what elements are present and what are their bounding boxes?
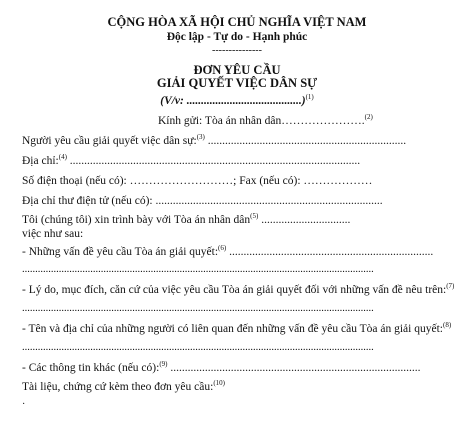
subject-text: (V/v: ........................................) [160,95,306,107]
address-note: (4) [58,153,67,162]
other-note: (9) [159,360,168,369]
address-line [22,154,360,168]
related-dots-line: ...................................................................................................................................... [22,342,374,353]
present-continuation: việc như sau: [22,228,84,240]
address-dots: ..................................................................................................... [66,155,361,167]
form-subtitle: GIẢI QUYẾT VIỆC DÂN SỰ [156,76,318,90]
issues-dots-line: ...................................................................................................................................... [22,264,374,275]
present-text: Tôi (chúng tôi) xin trình bày với Tòa án nhân dân [22,214,251,226]
subject-line [0,94,474,108]
email-dots: ............................................................................... [155,195,383,207]
reason-dots-line: ...................................................................................................................................... [22,303,374,314]
email-line [22,194,383,208]
requester-line [22,134,406,148]
requester-note: (3) [196,133,205,142]
related-note: (8) [442,321,452,330]
email-label: Địa chỉ thư điện tử (nếu có): [22,195,156,207]
phone-fax-line: Số điện thoại (nếu có): ………………………; Fax (nếu có): ……………… [22,175,373,187]
reason-note: (7) [446,282,455,291]
other-label: - Các thông tin khác (nếu có): [22,362,160,374]
requester-dots: ..................................................................... [204,135,407,147]
reason-line [22,283,454,297]
related-line [22,322,451,336]
present-note: (5) [250,212,259,221]
subject-note: (1) [305,93,314,102]
recipient-note: (2) [364,113,373,122]
separator: --------------- [212,45,262,56]
reason-label: - Lý do, mục đích, căn cứ của việc yêu cầu Tòa án giải quyết đối với những vấn đề nêu trên: [22,284,447,296]
nation-title: CỘNG HÒA XÃ HỘI CHỦ NGHĨA VIỆT NAM [107,15,367,29]
issues-note: (6) [218,244,227,253]
requester-label: Người yêu cầu giải quyết việc dân sự: [22,135,197,147]
recipient-text: Kính gửi: Tòa án nhân dân…………………. [158,115,365,127]
attach-note: (10) [213,379,225,388]
form-title: ĐƠN YÊU CẦU [193,63,281,77]
motto: Độc lập - Tự do - Hạnh phúc [166,31,308,43]
other-dots: ....................................................................................... [167,362,421,374]
issues-dots: ....................................................................... [226,246,434,258]
present-dots: ............................... [258,214,351,226]
attach-line [22,380,225,394]
attach-label: Tài liệu, chứng cứ kèm theo đơn yêu cầu: [22,381,214,393]
recipient-line [158,114,373,128]
other-line [22,361,421,375]
present-line [22,213,350,227]
address-label: Địa chỉ: [22,155,59,167]
related-label: - Tên và địa chỉ của những người có liên quan đến những vấn đề yêu cầu Tòa án giải quyết: [22,323,443,335]
issues-line [22,245,433,259]
bullet-mark: · [22,399,26,410]
issues-label: - Những vấn đề yêu cầu Tòa án giải quyết: [22,246,219,258]
